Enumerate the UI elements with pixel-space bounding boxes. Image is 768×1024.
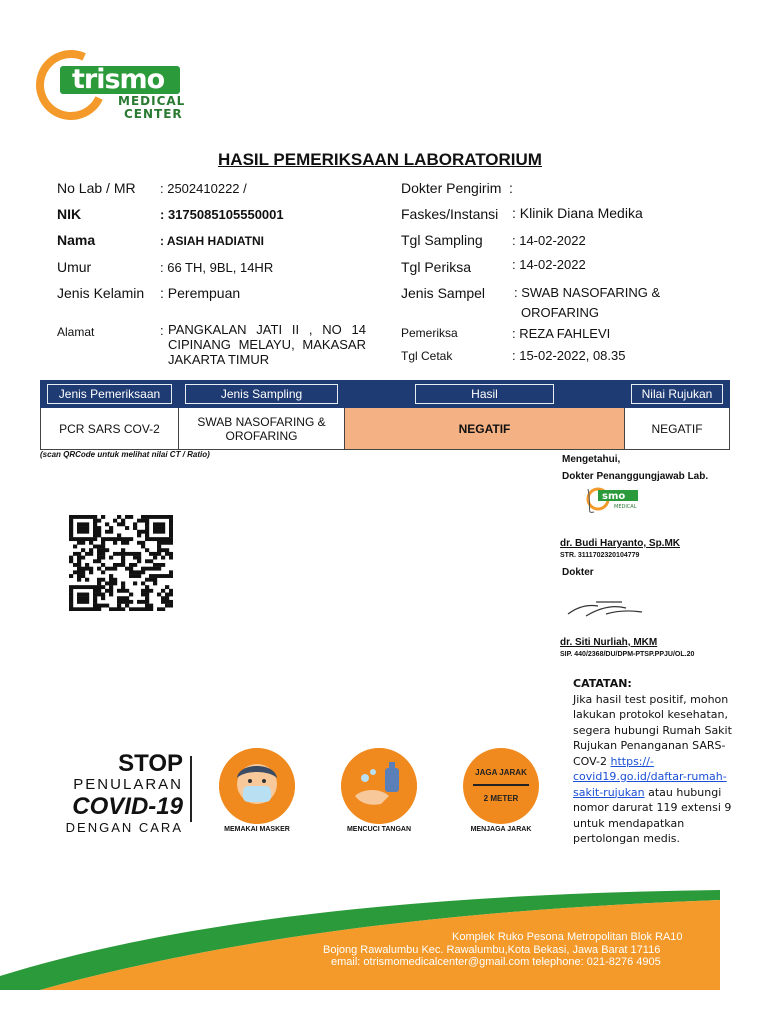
header-jenis-pemeriksaan: Jenis Pemeriksaan: [41, 381, 179, 408]
doctor-2-name: dr. Siti Nurliah, MKM: [560, 637, 658, 648]
catatan-line: segera hubungi Rumah Sakit: [573, 723, 732, 737]
header-hasil: Hasil: [345, 381, 625, 408]
tgl-periksa-value: : 14-02-2022: [512, 257, 586, 272]
label-mencuci-tangan: MENCUCI TANGAN: [346, 826, 412, 833]
catatan-line: nomor darurat 119 extensi 9: [573, 801, 732, 814]
referral-link-part-3[interactable]: sakit-rujukan: [573, 785, 645, 799]
alamat-colon: :: [160, 323, 164, 338]
campaign-divider: [190, 756, 192, 822]
tgl-periksa-label: Tgl Periksa: [401, 259, 472, 275]
logo-subtitle-1: MEDICAL: [118, 94, 186, 108]
nolab-value: : 2502410222 /: [160, 181, 247, 196]
alamat-label: Alamat: [57, 325, 95, 339]
jenis-kelamin-label: Jenis Kelamin: [57, 285, 145, 301]
catatan-block: [573, 676, 733, 847]
table-header-row: [41, 381, 730, 408]
dengan-cara-text: DENGAN CARA: [65, 820, 183, 835]
alamat-value: PANGKALAN JATI II , NO 14 CIPINANG MELAYU, MAKASAR JAKARTA TIMUR: [168, 322, 366, 367]
meter-text: 2 METER: [483, 794, 519, 803]
faskes-value: : Klinik Diana Medika: [512, 205, 643, 221]
footer-contact: email: otrismomedicalcenter@gmail.com telephone: 021-8276 4905: [331, 956, 661, 968]
catatan-line: untuk mendapatkan: [573, 816, 685, 830]
penularan-text: PENULARAN: [73, 776, 183, 793]
stop-text: STOP: [118, 750, 183, 777]
role-lab-doctor: Dokter Penanggungjawab Lab.: [562, 471, 709, 482]
document-title: HASIL PEMERIKSAAN LABORATORIUM: [218, 150, 542, 169]
mask-icon: [219, 748, 295, 824]
nama-label: Nama: [57, 232, 96, 248]
jenis-sampel-label: Jenis Sampel: [401, 285, 486, 301]
qr-note: (scan QRCode untuk melihat nilai CT / Ratio): [40, 450, 210, 459]
referral-link-part-1[interactable]: https://-: [610, 754, 654, 768]
cell-hasil: NEGATIF: [345, 408, 625, 450]
jenis-sampel-value-2: OROFARING: [521, 305, 600, 320]
table-row: [41, 408, 730, 450]
covid-text: COVID-19: [72, 793, 183, 820]
nolab-label: No Lab / MR: [57, 180, 136, 196]
handwash-icon: [341, 748, 417, 824]
jenis-kelamin-value: : Perempuan: [160, 285, 241, 301]
footer-address-1: Komplek Ruko Pesona Metropolitan Blok RA10: [452, 931, 683, 943]
stop-covid-banner: [48, 752, 183, 836]
nama-value: : ASIAH HADIATNI: [160, 234, 264, 248]
distance-arrow-icon: [473, 784, 529, 786]
catatan-line: Jika hasil test positif, mohon: [573, 692, 729, 706]
distance-icon: [463, 748, 539, 824]
faskes-label: Faskes/Instansi: [401, 206, 499, 222]
doctor-1-str: STR. 3111702320104779: [560, 552, 640, 559]
catatan-line: COV-2 https://-: [573, 754, 654, 768]
cell-nilai-rujukan: NEGATIF: [625, 408, 730, 450]
umur-label: Umur: [57, 259, 92, 275]
logo-subtitle-2: CENTER: [124, 107, 183, 121]
tgl-sampling-value: : 14-02-2022: [512, 233, 586, 248]
tgl-cetak-label: Tgl Cetak: [401, 349, 453, 363]
umur-value: : 66 TH, 9BL, 14HR: [160, 260, 274, 275]
pemeriksa-value: : REZA FAHLEVI: [512, 326, 611, 341]
clinic-logo: [36, 50, 186, 122]
header-nilai-rujukan: Nilai Rujukan: [625, 381, 730, 408]
nik-label: NIK: [57, 206, 82, 222]
svg-text:smo: smo: [602, 491, 626, 502]
referral-link-part-2[interactable]: covid19.go.id/daftar-rumah-: [573, 770, 727, 783]
mengetahui-text: Mengetahui,: [562, 454, 621, 465]
cell-jenis-sampling: SWAB NASOFARING & OROFARING: [179, 408, 345, 450]
nik-value: : 3175085105550001: [160, 207, 284, 222]
result-table: [40, 380, 730, 450]
label-menjaga-jarak: MENJAGA JARAK: [470, 826, 532, 833]
tgl-cetak-value: : 15-02-2022, 08.35: [512, 348, 626, 363]
doctor-2-sip: SIP. 440/2368/DU/DPM-PTSP.PPJU/OL.20: [560, 651, 695, 658]
catatan-line: sakit-rujukan atau hubungi: [573, 785, 722, 799]
jaga-jarak-text: JAGA JARAK: [475, 768, 527, 777]
qr-code[interactable]: [69, 515, 173, 611]
logo-brand-text: trismo: [72, 64, 165, 95]
dokter-pengirim-label: Dokter Pengirim: [401, 180, 502, 196]
doctor-1-name: dr. Budi Haryanto, Sp.MK: [560, 538, 681, 549]
catatan-line: pertolongan medis.: [573, 832, 681, 845]
catatan-line: Rujukan Penanganan SARS-: [573, 739, 726, 752]
dokter-pengirim-value: :: [509, 180, 513, 196]
tgl-sampling-label: Tgl Sampling: [401, 232, 483, 248]
jenis-sampel-value-1: : SWAB NASOFARING &: [514, 285, 661, 300]
header-jenis-sampling: Jenis Sampling: [179, 381, 345, 408]
svg-text:MEDICAL: MEDICAL: [614, 504, 637, 510]
signature-logo-icon: [584, 484, 644, 514]
cell-jenis-pemeriksaan: PCR SARS COV-2: [41, 408, 179, 450]
footer-address-2: Bojong Rawalumbu Kec. Rawalumbu,Kota Bekasi, Jawa Barat 17116: [323, 944, 661, 956]
catatan-heading: CATATAN:: [573, 677, 632, 690]
signature-scribble-icon: [566, 596, 646, 622]
pemeriksa-label: Pemeriksa: [401, 326, 458, 340]
role-doctor: Dokter: [562, 567, 594, 578]
label-memakai-masker: MEMAKAI MASKER: [224, 826, 290, 833]
catatan-line: lakukan protokol kesehatan,: [573, 708, 728, 721]
